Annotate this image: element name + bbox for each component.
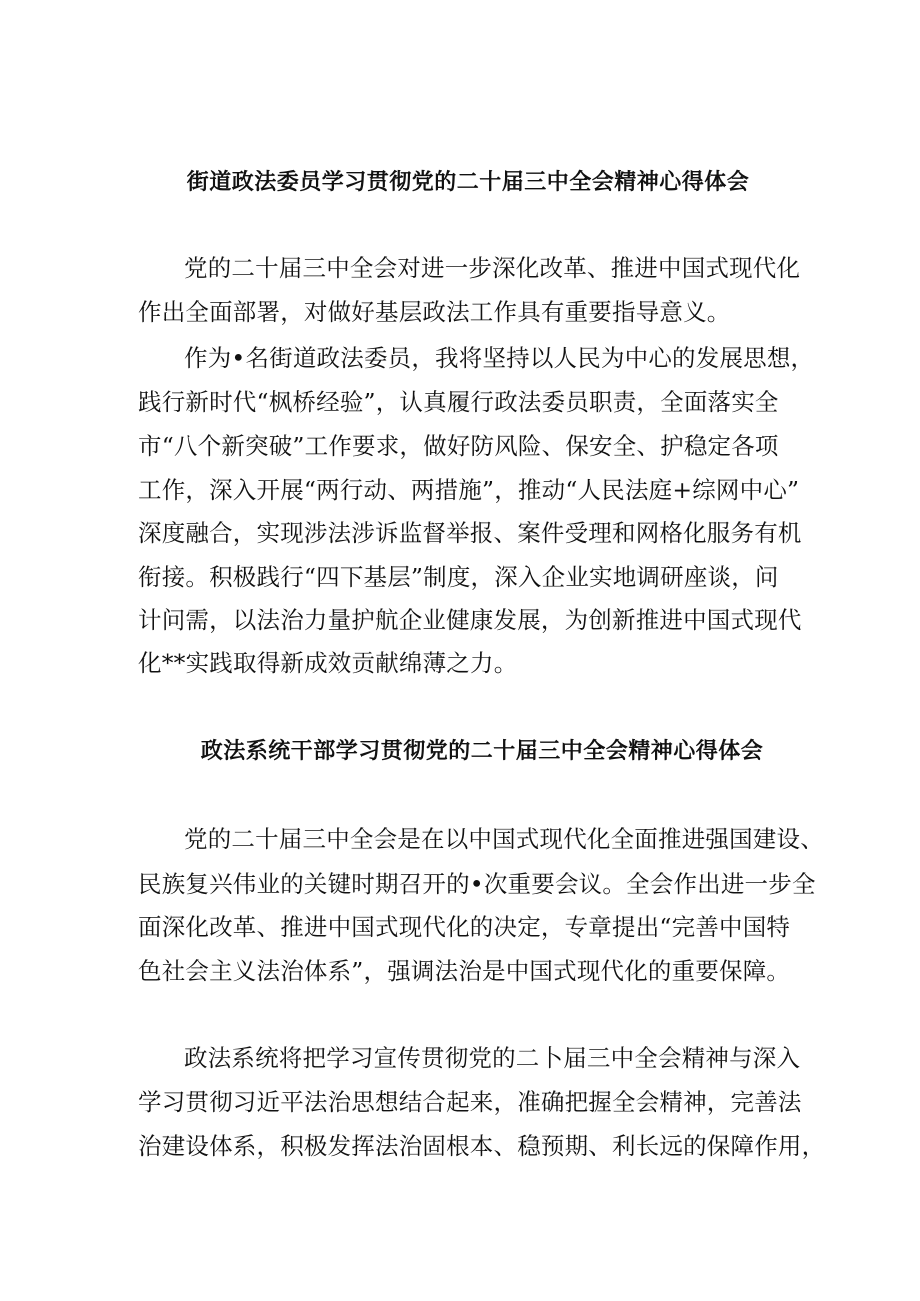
- paragraph-line: 治建设体系，积极发挥法治固根本、稳预期、利长远的保障作用，: [138, 1132, 826, 1160]
- paragraph-line: 作为•名街道政法委员，我将坚持以人民为中心的发展思想，: [184, 344, 815, 372]
- paragraph-line: 市“八个新突破”工作要求，做好防风险、保安全、护稳定各项: [138, 432, 779, 460]
- section-2-title: 政法系统干部学习贯彻党的二十届三中全会精神心得体会: [200, 739, 764, 764]
- paragraph-line: 党的二十届三中全会对进一步深化改革、推进中国式现代化: [184, 254, 801, 282]
- paragraph-line: 践行新时代“枫桥经验”，认真履行政法委员职责，全面落实全: [138, 388, 779, 416]
- paragraph-line: 衔接。积极践行“四下基层”制度，深入企业实地调研座谈，问: [138, 563, 779, 591]
- paragraph-line: 工作，深入开展“两行动、两措施”，推动“人民法庭+综网中心”: [138, 476, 800, 504]
- paragraph-line: 政法系统将把学习宣传贯彻党的二卜届三中全会精神与深入: [184, 1044, 801, 1072]
- paragraph-line: 作出全面部署，对做好基层政法工作具有重要指导意义。: [138, 298, 731, 326]
- paragraph-line: 深度融合，实现涉法涉诉监督举报、案件受理和网格化服务有机: [138, 519, 802, 547]
- paragraph-line: 计问需，以法治力量护航企业健康发展，为创新推进中国式现代: [138, 606, 802, 634]
- paragraph-line: 学习贯彻习近平法治思想结合起来，准确把握全会精神，完善法: [138, 1088, 802, 1116]
- paragraph-line: 面深化改革、推进中国式现代化的决定，专章提出“完善中国特: [138, 913, 791, 941]
- section-1-title: 街道政法委员学习贯彻党的二十届三中全会精神心得体会: [186, 170, 750, 195]
- paragraph-line: 党的二十届三中全会是在以中国式现代化全面推进强国建设、: [184, 825, 824, 853]
- paragraph-line: 色社会主义法治体系”，强调法治是中国式现代化的重要保障。: [138, 957, 791, 985]
- paragraph-line: 化**实践取得新成效贡献绵薄之力。: [138, 649, 518, 677]
- paragraph-line: 民族复兴伟业的关键时期召开的•次重要会议。全会作出进一步全: [138, 870, 816, 898]
